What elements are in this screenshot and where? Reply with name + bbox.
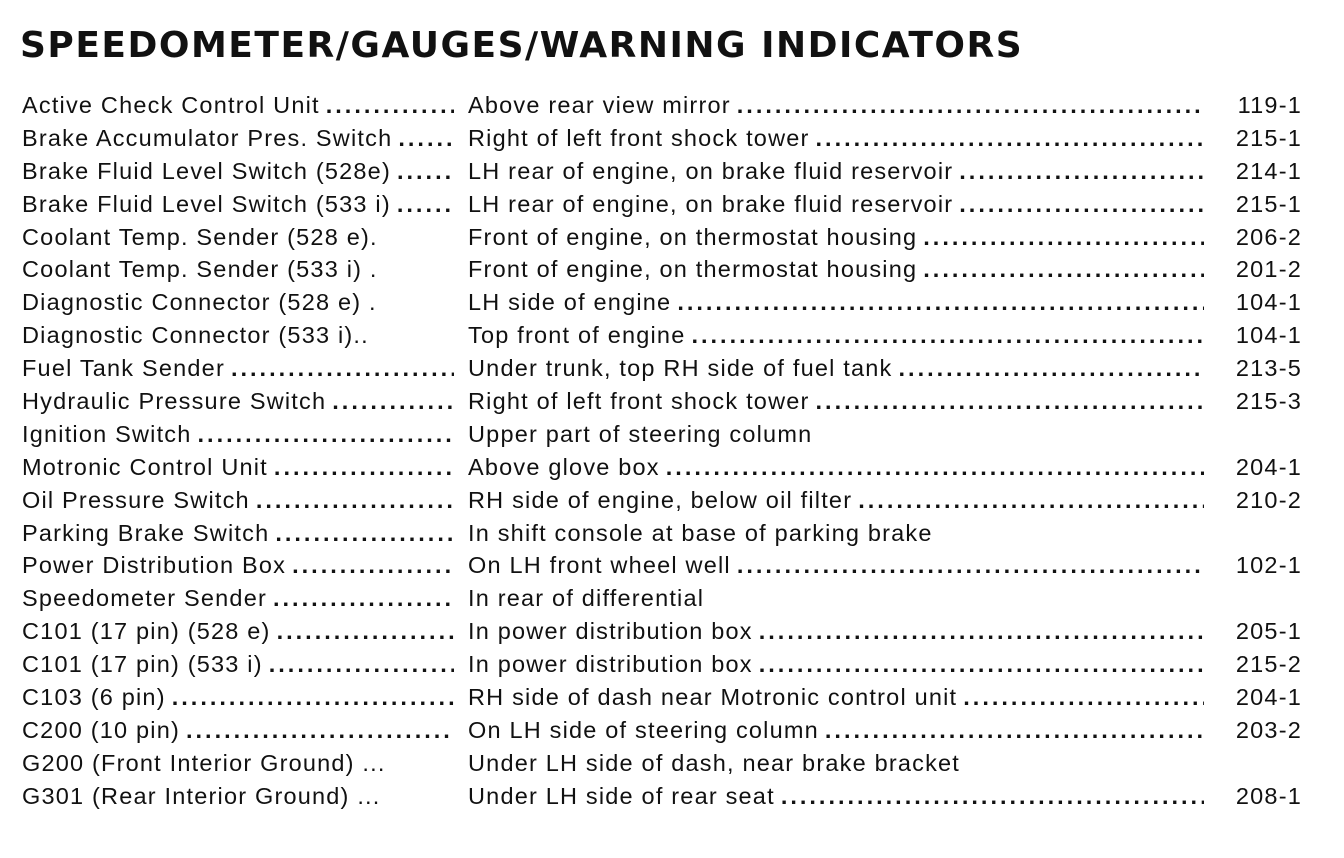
page-reference: 214-1 (1235, 157, 1302, 184)
page-reference: 215-1 (1235, 124, 1302, 151)
dot-leader (660, 451, 1204, 484)
component-name: Active Check Control Unit (22, 92, 320, 118)
dot-leader (269, 517, 454, 550)
component-name: Oil Pressure Switch (22, 486, 250, 513)
location-text: Right of left front shock tower (468, 388, 810, 415)
dot-leader (731, 549, 1204, 582)
page-title: SPEEDOMETER/GAUGES/WARNING INDICATORS (20, 25, 1024, 66)
dot-leader (685, 319, 1204, 352)
table-row (22, 681, 1312, 714)
location-cell (468, 385, 1204, 418)
location-text: Right of left front shock tower (468, 124, 810, 151)
table-row (22, 188, 1312, 221)
dot-leader (775, 780, 1204, 813)
dot-leader (250, 484, 454, 517)
page-reference: 215-3 (1235, 388, 1302, 415)
component-cell (22, 484, 454, 517)
location-text: LH rear of engine, on brake fluid reservoir (468, 190, 954, 217)
component-name: Coolant Temp. Sender (528 e). (22, 223, 378, 250)
dot-leader (381, 780, 454, 813)
table-row (22, 418, 1312, 451)
table-row (22, 582, 1312, 615)
table-row (22, 89, 1312, 122)
dot-leader (391, 188, 454, 221)
table-row (22, 221, 1312, 254)
dot-leader (953, 188, 1204, 221)
table-row (22, 451, 1312, 484)
location-text: LH side of engine (468, 289, 672, 316)
location-text: On LH side of steering column (468, 716, 819, 743)
page-reference: 119-1 (1237, 92, 1302, 118)
dot-leader (326, 385, 454, 418)
page-reference: 203-2 (1235, 716, 1302, 743)
table-row (22, 615, 1312, 648)
component-cell (22, 385, 454, 418)
component-name: Diagnostic Connector (528 e) . (22, 289, 377, 316)
table-row (22, 747, 1312, 780)
dot-leader (271, 615, 454, 648)
dot-leader (893, 352, 1204, 385)
component-cell (22, 615, 454, 648)
dot-leader (263, 648, 454, 681)
page-reference: 204-1 (1235, 453, 1302, 480)
dot-leader (819, 714, 1204, 747)
component-cell (22, 549, 454, 582)
table-row (22, 780, 1312, 813)
location-text: Front of engine, on thermostat housing (468, 223, 918, 250)
location-cell (468, 747, 1204, 780)
location-cell (468, 517, 1204, 550)
table-row (22, 648, 1312, 681)
component-name: Ignition Switch (22, 420, 192, 447)
dot-leader (192, 418, 454, 451)
dot-leader (268, 451, 454, 484)
location-text: Under trunk, top RH side of fuel tank (468, 355, 893, 382)
location-cell (468, 451, 1204, 484)
dot-leader (753, 615, 1204, 648)
dot-leader (753, 648, 1204, 681)
component-cell (22, 517, 454, 550)
location-text: Above glove box (468, 453, 660, 480)
location-text: Top front of engine (468, 322, 686, 349)
component-cell (22, 352, 454, 385)
dot-leader (933, 517, 1204, 550)
table-row (22, 352, 1312, 385)
component-cell (22, 319, 454, 352)
component-name: C200 (10 pin) (22, 716, 180, 743)
location-cell (468, 582, 1204, 615)
location-text: Under LH side of dash, near brake bracket (468, 749, 961, 776)
dot-leader (166, 681, 454, 714)
page-reference: 215-1 (1235, 190, 1302, 217)
table-row (22, 484, 1312, 517)
table-row (22, 286, 1312, 319)
component-location-table (22, 89, 1312, 813)
component-cell (22, 648, 454, 681)
dot-leader (960, 747, 1204, 780)
table-row (22, 122, 1312, 155)
table-row (22, 319, 1312, 352)
table-row (22, 155, 1312, 188)
dot-leader (369, 319, 454, 352)
component-name: G301 (Rear Interior Ground) ... (22, 782, 381, 809)
table-row (22, 253, 1312, 286)
component-name: Brake Fluid Level Switch (528e) (22, 157, 391, 184)
dot-leader (917, 221, 1204, 254)
component-name: Power Distribution Box (22, 552, 287, 579)
location-cell (468, 253, 1204, 286)
location-text: On LH front wheel well (468, 552, 731, 579)
page-reference: 201-2 (1235, 256, 1302, 283)
component-cell (22, 780, 454, 813)
location-text: In power distribution box (468, 618, 753, 645)
component-name: Fuel Tank Sender (22, 355, 225, 382)
component-name: Diagnostic Connector (533 i).. (22, 322, 369, 349)
location-cell (468, 418, 1204, 451)
location-text: Above rear view mirror (468, 92, 731, 118)
table-row (22, 549, 1312, 582)
dot-leader (852, 484, 1204, 517)
page-reference: 213-5 (1235, 355, 1302, 382)
location-cell (468, 714, 1204, 747)
component-cell (22, 582, 454, 615)
location-text: RH side of dash near Motronic control unit (468, 684, 958, 711)
location-cell (468, 188, 1204, 221)
location-cell (468, 319, 1204, 352)
location-cell (468, 89, 1204, 122)
component-name: C101 (17 pin) (528 e) (22, 618, 271, 645)
page-reference: 104-1 (1235, 322, 1302, 349)
component-cell (22, 286, 454, 319)
dot-leader (377, 286, 454, 319)
dot-leader (953, 155, 1204, 188)
component-cell (22, 418, 454, 451)
component-cell (22, 221, 454, 254)
location-text: In power distribution box (468, 651, 753, 678)
location-cell (468, 221, 1204, 254)
location-text: In shift console at base of parking brake (468, 519, 933, 546)
dot-leader (391, 155, 454, 188)
component-name: Brake Accumulator Pres. Switch (22, 124, 393, 151)
component-cell (22, 747, 454, 780)
component-cell (22, 253, 454, 286)
component-name: Coolant Temp. Sender (533 i) . (22, 256, 378, 283)
component-name: C101 (17 pin) (533 i) (22, 651, 263, 678)
location-cell (468, 484, 1204, 517)
dot-leader (731, 89, 1204, 122)
component-cell (22, 89, 454, 122)
page-reference: 210-2 (1235, 486, 1302, 513)
location-cell (468, 352, 1204, 385)
component-name: Motronic Control Unit (22, 453, 268, 480)
location-cell (468, 549, 1204, 582)
dot-leader (957, 681, 1204, 714)
table-row (22, 517, 1312, 550)
dot-leader (180, 714, 454, 747)
location-text: Under LH side of rear seat (468, 782, 775, 809)
table-row (22, 714, 1312, 747)
dot-leader (225, 352, 454, 385)
page-reference: 102-1 (1235, 552, 1302, 579)
location-text: Front of engine, on thermostat housing (468, 256, 918, 283)
dot-leader (810, 122, 1204, 155)
page-reference: 104-1 (1235, 289, 1302, 316)
component-name: Hydraulic Pressure Switch (22, 388, 327, 415)
dot-leader (917, 253, 1204, 286)
page-reference: 206-2 (1235, 223, 1302, 250)
location-text: In rear of differential (468, 585, 705, 612)
component-name: Brake Fluid Level Switch (533 i) (22, 190, 391, 217)
location-cell (468, 286, 1204, 319)
location-text: Upper part of steering column (468, 420, 813, 447)
location-cell (468, 615, 1204, 648)
component-cell (22, 451, 454, 484)
table-row (22, 385, 1312, 418)
component-cell (22, 714, 454, 747)
location-cell (468, 681, 1204, 714)
dot-leader (267, 582, 454, 615)
dot-leader (392, 122, 454, 155)
location-cell (468, 648, 1204, 681)
dot-leader (378, 253, 454, 286)
dot-leader (812, 418, 1204, 451)
component-name: Speedometer Sender (22, 585, 267, 612)
page-reference: 215-2 (1235, 651, 1302, 678)
component-name: Parking Brake Switch (22, 519, 270, 546)
location-cell (468, 155, 1204, 188)
dot-leader (671, 286, 1204, 319)
dot-leader (320, 89, 454, 122)
location-cell (468, 780, 1204, 813)
location-text: RH side of engine, below oil filter (468, 486, 853, 513)
component-name: C103 (6 pin) (22, 684, 166, 711)
dot-leader (378, 221, 454, 254)
location-text: LH rear of engine, on brake fluid reservoir (468, 157, 954, 184)
page-reference: 204-1 (1235, 684, 1302, 711)
dot-leader (704, 582, 1204, 615)
page-reference: 205-1 (1235, 618, 1302, 645)
dot-leader (810, 385, 1204, 418)
component-cell (22, 122, 454, 155)
location-cell (468, 122, 1204, 155)
dot-leader (286, 549, 454, 582)
component-name: G200 (Front Interior Ground) ... (22, 749, 386, 776)
component-cell (22, 155, 454, 188)
component-cell (22, 188, 454, 221)
dot-leader (386, 747, 454, 780)
page-reference: 208-1 (1235, 782, 1302, 809)
component-cell (22, 681, 454, 714)
